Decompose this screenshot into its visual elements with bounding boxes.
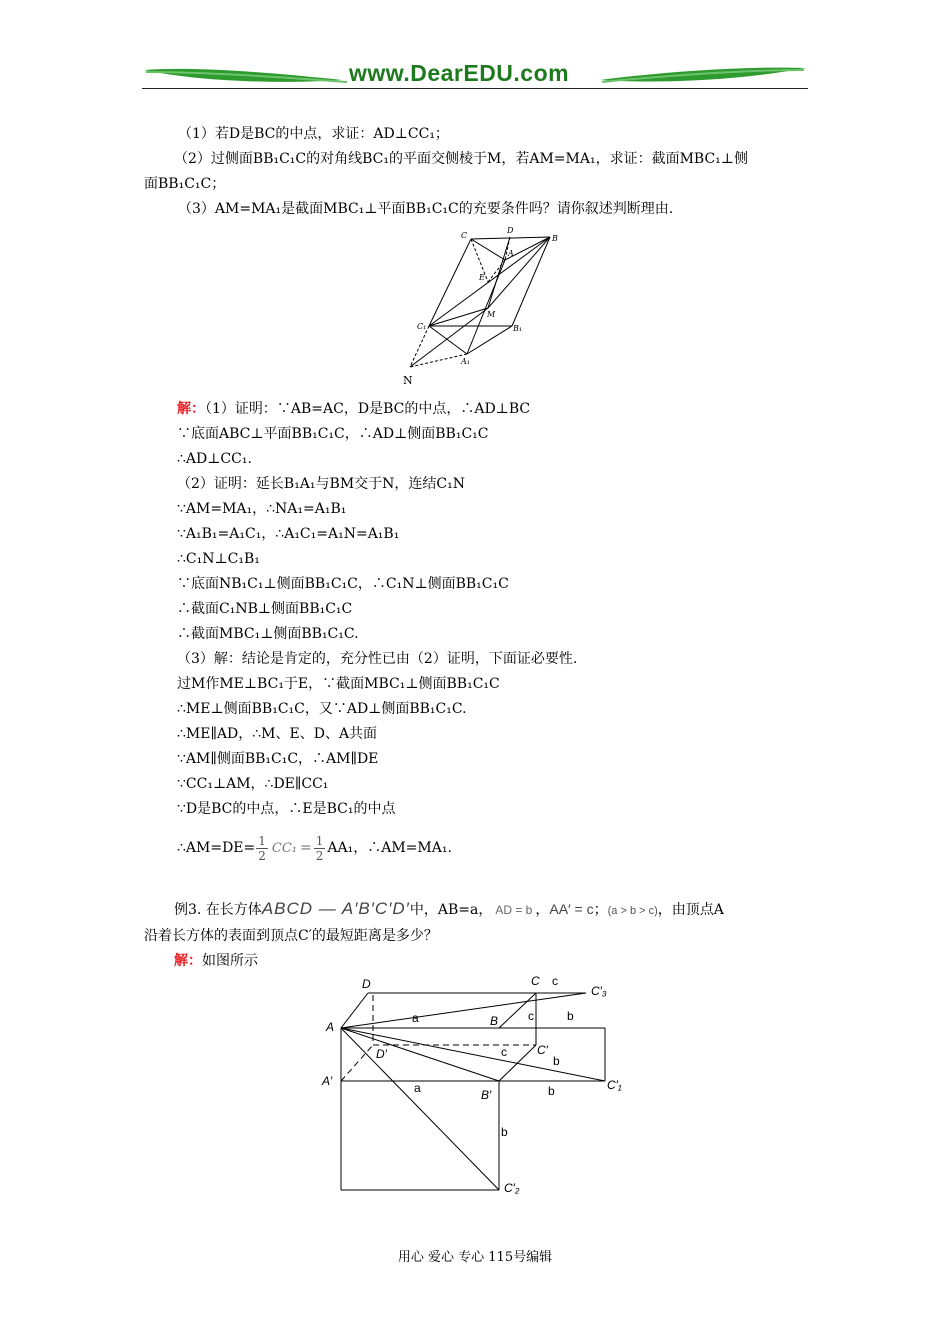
fraction-2 bbox=[314, 834, 326, 863]
question-3: （3）AM=MA₁是截面MBC₁⊥平面BB₁C₁C的充要条件吗？请你叙述判断理由. bbox=[178, 201, 674, 217]
fraction-numerator: 1 bbox=[315, 833, 324, 848]
label-C1: C₁ bbox=[417, 322, 427, 331]
solution-line: ∴截面MBC₁⊥侧面BB₁C₁C. bbox=[177, 626, 359, 642]
solution-block bbox=[177, 397, 807, 864]
solution-line: （1）证明：∵AB=AC，D是BC的中点，∴AD⊥BC bbox=[205, 401, 531, 417]
site-logo[interactable]: www.DearEDU.com bbox=[349, 60, 570, 86]
solution-title: 解： bbox=[177, 401, 205, 417]
fraction-denominator: 2 bbox=[258, 848, 266, 863]
fig2-label-C1: C′₁ bbox=[607, 1078, 622, 1092]
aa-eq: AA′ = c bbox=[549, 901, 594, 917]
condition: (a > b > c) bbox=[607, 905, 658, 917]
fig2-label-c-low: c bbox=[501, 1045, 507, 1059]
solution-line: ∵底面ABC⊥平面BB₁C₁C，∴AD⊥侧面BB₁C₁C bbox=[177, 426, 489, 442]
solution-line: ∴AD⊥CC₁. bbox=[177, 451, 252, 467]
fig2-label-c-top: c bbox=[552, 974, 558, 988]
fig2-label-B-prime: B′ bbox=[481, 1088, 492, 1102]
fig2-label-a-low: a bbox=[414, 1081, 421, 1095]
fraction-denominator: 2 bbox=[315, 848, 324, 863]
label-B: B bbox=[552, 234, 558, 243]
solution-line: ∴ME⊥侧面BB₁C₁C，又∵AD⊥侧面BB₁C₁C. bbox=[177, 701, 467, 717]
problem-text bbox=[144, 122, 808, 222]
fig2-label-A-prime: A′ bbox=[322, 1074, 333, 1088]
fig2-label-C: C bbox=[531, 974, 540, 988]
label-D: D bbox=[507, 226, 514, 235]
example-3-ab: 中，AB=a， bbox=[409, 902, 493, 918]
fraction-numerator: 1 bbox=[258, 833, 266, 848]
solution-line: 过M作ME⊥BC₁于E，∵截面MBC₁⊥侧面BB₁C₁C bbox=[177, 676, 500, 692]
final-prefix: ∴AM=DE= bbox=[177, 839, 256, 856]
solution-line: ∵D是BC的中点，∴E是BC₁的中点 bbox=[177, 801, 396, 817]
example-3 bbox=[144, 896, 808, 974]
header-rule bbox=[142, 88, 808, 89]
fig2-label-D-prime: D′ bbox=[376, 1047, 387, 1061]
page-header bbox=[142, 58, 808, 92]
solution-line: ∵CC₁⊥AM，∴DE∥CC₁ bbox=[177, 776, 329, 792]
solution-line: （2）证明：延长B₁A₁与BM交于N，连结C₁N bbox=[177, 476, 465, 492]
solution-final-line bbox=[177, 832, 807, 864]
term-cc1: CC₁ bbox=[271, 840, 298, 856]
question-1: （1）若D是BC的中点，求证：AD⊥CC₁； bbox=[178, 126, 449, 142]
example-3-solution-title: 解： bbox=[174, 953, 202, 969]
solution-line: ∴截面C₁NB⊥侧面BB₁C₁C bbox=[177, 601, 353, 617]
fig2-label-a-top: a bbox=[412, 1011, 419, 1025]
final-suffix: AA₁，∴AM=MA₁. bbox=[327, 839, 452, 856]
box-name: ABCD — A′B′C′D′ bbox=[261, 899, 410, 918]
solution-line: （3）解：结论是肯定的，充分性已由（2）证明，下面证必要性. bbox=[177, 651, 578, 667]
solution-line: ∵AM∥侧面BB₁C₁C，∴AM∥DE bbox=[177, 751, 379, 767]
fig2-label-C3: C′₃ bbox=[591, 984, 607, 998]
label-E: E bbox=[479, 273, 485, 282]
fig2-label-b-low: b bbox=[548, 1084, 555, 1098]
equals-sign: = bbox=[300, 839, 312, 856]
solution-line: ∵A₁B₁=A₁C₁，∴A₁C₁=A₁N=A₁B₁ bbox=[177, 526, 400, 542]
example-3-rest: ，由顶点A bbox=[657, 902, 724, 918]
label-M: M bbox=[487, 310, 496, 319]
fig2-label-B: B bbox=[490, 1014, 499, 1028]
example-3-line-1 bbox=[144, 896, 808, 924]
fig2-label-C2: C′₂ bbox=[504, 1181, 520, 1195]
question-2: （2）过侧面BB₁C₁C的对角线BC₁的平面交侧棱于M，若AM=MA₁，求证：截面MBC₁⊥侧 bbox=[174, 151, 748, 167]
example-3-intro: 例3. 在长方体 bbox=[174, 902, 262, 918]
semicolon: ； bbox=[593, 902, 608, 918]
prism-figure bbox=[395, 222, 585, 390]
label-N: N bbox=[403, 374, 413, 387]
example-3-solution-text: 如图所示 bbox=[202, 953, 258, 969]
fig2-label-c-mid: c bbox=[528, 1009, 534, 1023]
solution-line: ∵底面NB₁C₁⊥侧面BB₁C₁C，∴C₁N⊥侧面BB₁C₁C bbox=[177, 576, 509, 592]
question-2-cont: 面BB₁C₁C； bbox=[144, 176, 226, 192]
solution-line: ∴C₁N⊥C₁B₁ bbox=[177, 551, 260, 567]
fig2-label-b-right: b bbox=[567, 1009, 574, 1023]
fig2-label-A: A bbox=[326, 1020, 335, 1034]
ad-eq: AD = b bbox=[495, 903, 533, 917]
label-B1: B₁ bbox=[513, 324, 523, 333]
fig2-label-b-side: b bbox=[501, 1125, 508, 1139]
unfolded-box-figure bbox=[318, 968, 628, 1200]
label-A1: A₁ bbox=[461, 357, 470, 366]
fraction bbox=[256, 834, 268, 863]
fig2-label-b-low2: b bbox=[553, 1054, 560, 1068]
solution-line: ∴ME∥AD，∴M、E、D、A共面 bbox=[177, 726, 378, 742]
fig2-label-D: D bbox=[362, 977, 371, 991]
page-footer: 用心 爱心 专心 115号编辑 bbox=[397, 1250, 553, 1265]
comma: ， bbox=[535, 902, 550, 918]
label-A: A bbox=[508, 249, 514, 258]
label-C: C bbox=[461, 231, 468, 240]
solution-line: ∵AM=MA₁，∴NA₁=A₁B₁ bbox=[177, 501, 347, 517]
example-3-line-2: 沿着长方体的表面到顶点C′的最短距离是多少？ bbox=[144, 928, 438, 944]
fig2-label-C-prime: C′ bbox=[537, 1043, 548, 1057]
